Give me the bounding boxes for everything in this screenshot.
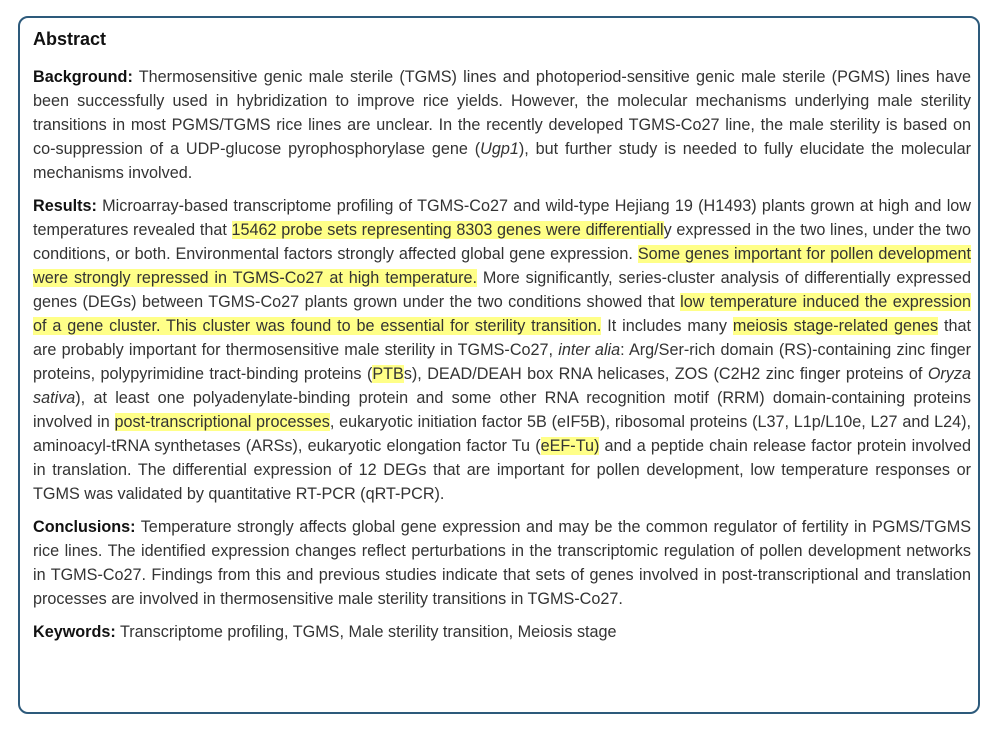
background-text-end: ), but further study is needed to fully elucidate the molecular mechanisms involved.	[33, 140, 971, 182]
italic-oryza-sativa: Oryza sativa	[33, 365, 971, 407]
results-text: and a peptide chain release factor protein involved in translation. The differential expression of 12 DEGs that are important for pollen development, low temperature responses or TGMS was validated by quantitative RT-PCR (qRT-PCR).	[33, 437, 971, 503]
conclusions-text: Temperature strongly affects global gene expression and may be the common regulator of fertility in PGMS/TGMS rice lines. The identified expression changes reflect perturbations in the transcriptomic regulation of pollen development networks in TGMS-Co27. Findings from this and previous studies indicate that sets of genes involved in post-transcriptional and translation processes are involved in thermosensitive male sterility transitions in TGMS-Co27.	[33, 518, 971, 608]
results-text: It includes many	[601, 317, 733, 335]
highlight-eef-tu: eEF-Tu)	[540, 437, 600, 455]
abstract-box	[18, 16, 980, 714]
italic-inter-alia: inter alia	[558, 341, 621, 359]
abstract-title: Abstract	[33, 29, 107, 49]
background-text: Thermosensitive genic male sterile (TGMS) lines and photoperiod-sensitive genic male sterile (PGMS) lines have been successfully used in hybridization to improve rice yields. However, the molecular mechanisms underlying male sterility transitions in most PGMS/TGMS rice lines are unclear. In the recently developed TGMS-Co27 line, the male sterility is based on co-suppression of a UDP-glucose pyrophosphorylase gene (	[33, 68, 971, 158]
background-section	[33, 65, 971, 185]
results-section	[33, 194, 971, 506]
results-text: : Arg/Ser-rich domain (RS)-containing zinc finger proteins, polypyrimidine tract-binding proteins (	[33, 341, 971, 383]
keywords-text: Transcriptome profiling, TGMS, Male sterility transition, Meiosis stage	[119, 623, 617, 641]
results-text: s), DEAD/DEAH box RNA helicases, ZOS (C2H2 zinc finger proteins of	[403, 365, 928, 383]
results-text: ), at least one polyadenylate-binding protein and some other RNA recognition motif (RRM) domain-containing proteins involved in	[33, 389, 971, 431]
results-label: Results:	[33, 197, 97, 215]
background-label: Background:	[33, 68, 133, 86]
conclusions-section	[33, 515, 971, 611]
keywords-label: Keywords:	[33, 623, 116, 641]
highlight-probe-sets: 15462 probe sets representing 8303 genes were differentiall	[231, 221, 664, 239]
results-text: y expressed in the two lines, under the two conditions, or both. Environmental factors strongly affected global gene expression.	[33, 221, 971, 263]
results-text: , eukaryotic initiation factor 5B (eIF5B), ribosomal proteins (L37, L1p/L10e, L27 and L24), aminoacyl-tRNA synthetases (ARSs), eukaryotic elongation factor Tu (	[33, 413, 971, 455]
highlight-meiosis-genes: meiosis stage-related genes	[732, 317, 939, 335]
highlight-repressed-genes: Some genes important for pollen development were strongly repressed in TGMS-Co27 at high temperature.	[33, 245, 972, 287]
highlight-ptb: PTB	[372, 365, 404, 383]
gene-name: Ugp1	[480, 140, 519, 158]
conclusions-label: Conclusions:	[33, 518, 136, 536]
abstract-content	[33, 27, 971, 653]
highlight-gene-cluster: low temperature induced the expression of a gene cluster. This cluster was found to be essential for sterility transition.	[33, 293, 971, 335]
results-text: Microarray-based transcriptome profiling of TGMS-Co27 and wild-type Hejiang 19 (H1493) plants grown at high and low temperatures revealed that	[33, 197, 972, 239]
highlight-post-transcriptional: post-transcriptional processes	[114, 413, 330, 431]
results-text: that are probably important for thermosensitive male sterility in TGMS-Co27,	[33, 317, 971, 359]
results-text: More significantly, series-cluster analysis of differentially expressed genes (DEGs) between TGMS-Co27 plants grown under the two conditions showed that	[33, 269, 971, 311]
keywords-section	[33, 620, 971, 644]
